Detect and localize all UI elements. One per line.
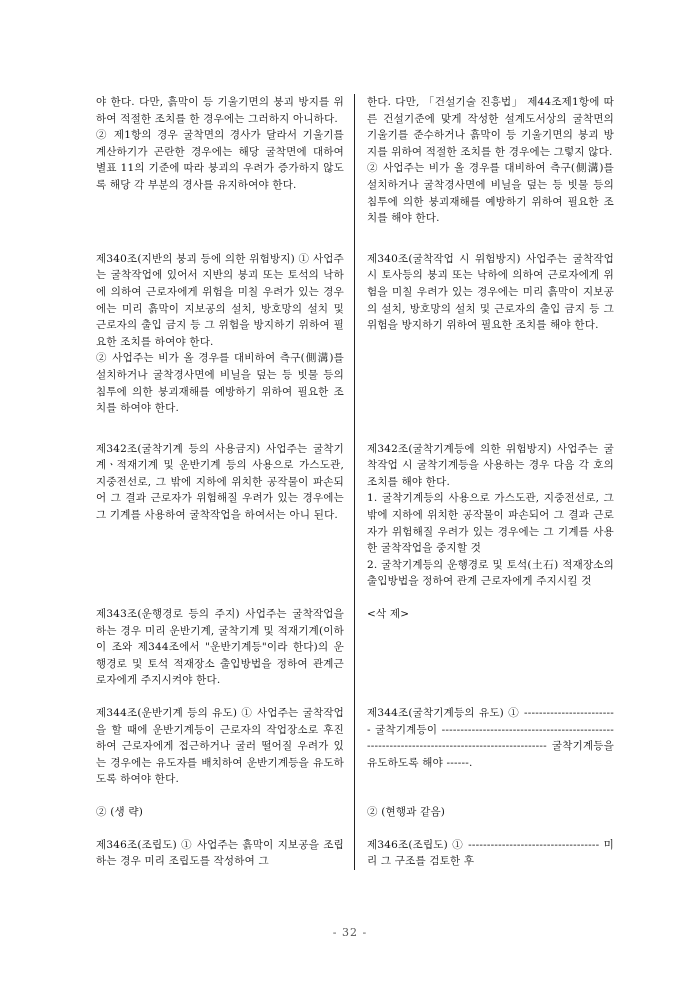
row-gap bbox=[90, 227, 618, 251]
table-row bbox=[90, 606, 618, 689]
current-text-cell: 제340조(지반의 붕괴 등에 의한 위험방지) ① 사업주는 굴착작업에 있어서 지반의 붕괴 또는 토석의 낙하에 의하여 근로자에게 위험을 미칠 우려가 있는 경우에는 미리 흙막이 지보공의 설치, 방호망의 설치 및 근로자의 출입 금지 등 그 위험을 방지하기 위하여 필요한 조치를 하여야 한다. ② 사업주는 비가 올 경우를 대비하여 측구(側溝)를 설치하거나 굴착경사면에 비닐을 덮는 등 빗물 등의 침투에 의한 붕괴재해를 예방하기 위하여 필요한 조치를 하여야 한다. bbox=[96, 252, 344, 415]
row-gap bbox=[90, 590, 618, 606]
row-gap bbox=[90, 689, 618, 705]
revised-text-cell: 제342조(굴착기계등에 의한 위험방지) 사업주는 굴착작업 시 굴착기계등을 사용하는 경우 다음 각 호의 조치를 해야 한다. 1. 굴착기계등의 사용으로 가스도관, 지중전선로, 그 밖에 지하에 위치한 공작물이 파손되어 그 결과 근로자가 위험해질 우려가 있는 경우에는 그 기계를 사용한 굴착작업을 중지할 것 2. 굴착기계등의 운행경로 및 토석(土石) 적재장소의 출입방법을 정하여 관계 근로자에게 주지시킬 것 bbox=[354, 441, 618, 590]
page-number: - 32 - bbox=[332, 926, 368, 939]
current-text-cell: ② (생 략) bbox=[96, 805, 144, 818]
table-row bbox=[90, 804, 618, 821]
revised-text-cell: ② (현행과 같음) bbox=[354, 804, 618, 821]
row-gap bbox=[90, 821, 618, 837]
table-row bbox=[90, 441, 618, 590]
revised-text-cell: <삭 제> bbox=[354, 606, 618, 689]
table-row bbox=[90, 251, 618, 417]
current-text-cell: 제343조(운행경로 등의 주지) 사업주는 굴착작업을 하는 경우 미리 운반기계, 굴착기계 및 적재기계(이하 이 조와 제344조에서 "운반기계등"이라 한다)의 운행경로 및 토석 적재장소 출입방법을 정하여 관계근로자에게 주지시켜야 한다. bbox=[96, 608, 348, 687]
revised-text-cell: 제346조(조립도) ① ----------------------------------- 미리 그 구조를 검토한 후 bbox=[354, 837, 618, 870]
revised-text-cell: 제340조(굴착작업 시 위험방지) 사업주는 굴착작업 시 토사등의 붕괴 또는 낙하에 의하여 근로자에게 위험을 미칠 우려가 있는 경우에는 미리 흙막이 지보공의 설치, 방호망의 설치 및 근로자의 출입 금지 등 그 위험을 방지하기 위하여 필요한 조치를 해야 한다. bbox=[354, 251, 618, 417]
revised-text-cell: 한다. 다만, 「건설기술 진흥법」 제44조제1항에 따른 건설기준에 맞게 작성한 설계도서상의 굴착면의 기울기를 준수하거나 흙막이 등 기울기면의 붕괴 방지를 위하여 적절한 조치를 한 경우에는 그렇지 않다. ② 사업주는 비가 올 경우를 대비하여 측구(側溝)를 설치하거나 굴착경사면에 비닐을 덮는 등 빗물 등의 침투에 의한 붕괴재해를 예방하기 위하여 필요한 조치를 해야 한다. bbox=[354, 94, 618, 227]
revised-text-cell: 제344조(굴착기계등의 유도) ① ------------------------- 굴착기계등이 ---------------------------------------------------------------------------------------------- 굴착기계등을 유도하도록 해야 ------. bbox=[354, 705, 618, 788]
table-row bbox=[90, 705, 618, 788]
table-row bbox=[90, 837, 618, 870]
table-row bbox=[90, 94, 618, 227]
row-gap bbox=[90, 417, 618, 441]
comparison-table bbox=[90, 94, 618, 870]
current-text-cell: 제342조(굴착기계 등의 사용금지) 사업주는 굴착기계ㆍ적재기계 및 운반기계 등의 사용으로 가스도관, 지중전선로, 그 밖에 지하에 위치한 공작물이 파손되어 그 결과 근로자가 위험해질 우려가 있는 경우에는 그 기계를 사용하여 굴착작업을 하여서는 아니 된다. bbox=[96, 442, 348, 522]
row-gap bbox=[90, 788, 618, 804]
current-text-cell: 제344조(운반기계 등의 유도) ① 사업주는 굴착작업을 할 때에 운반기계등이 근로자의 작업장소로 후진하여 근로자에게 접근하거나 굴러 떨어질 우려가 있는 경우에는 유도자를 배치하여 운반기계등을 유도하도록 하여야 한다. bbox=[96, 707, 344, 786]
current-text-cell: 야 한다. 다만, 흙막이 등 기울기면의 붕괴 방지를 위하여 적절한 조치를 한 경우에는 그러하지 아니하다. ② 제1항의 경우 굴착면의 경사가 달라서 기울기를 계산하기가 곤란한 경우에는 해당 굴착면에 대하여 별표 11의 기준에 따라 붕괴의 우려가 증가하지 않도록 해당 각 부분의 경사를 유지하여야 한다. bbox=[96, 96, 344, 191]
current-text-cell: 제346조(조립도) ① 사업주는 흙막이 지보공을 조립하는 경우 미리 조립도를 작성하여 그 bbox=[96, 838, 344, 868]
